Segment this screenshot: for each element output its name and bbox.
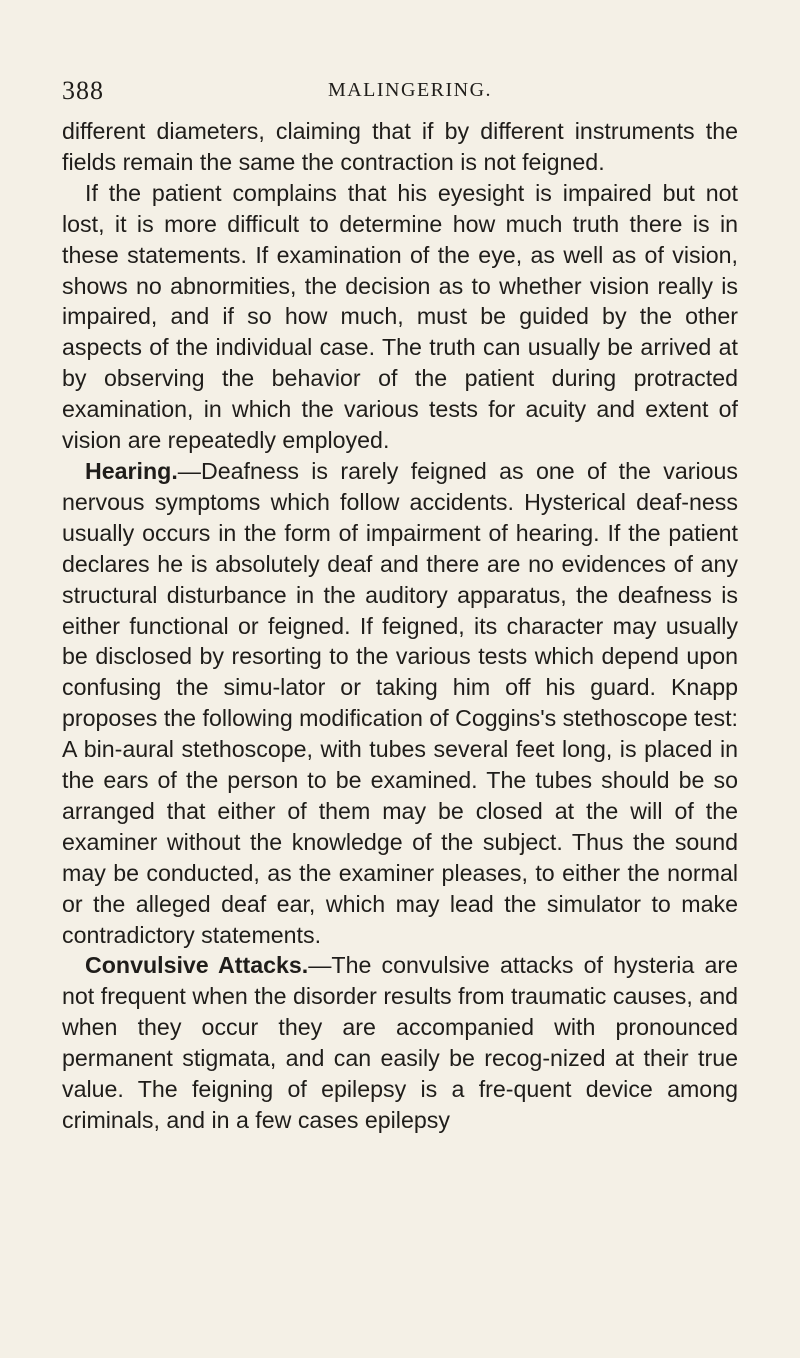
paragraph-1: [62, 116, 738, 178]
section-heading-convulsive-attacks: Convulsive Attacks.: [85, 952, 309, 979]
paragraph-1-text: different diameters, claiming that if by different instruments the fields remain the same the contraction is not feigned.: [62, 118, 738, 175]
paragraph-2: [62, 178, 738, 456]
paragraph-2-text: If the patient complains that his eyesight is impaired but not lost, it is more difficult to determine how much truth there is in these statements. If examination of the eye, as well as of vision, shows no abnormities, the decision as to whether vision really is impaired, and if so how much, must be guided by the other aspects of the individual case. The truth can usually be arrived at by observing the behavior of the patient during protracted examination, in which the various tests for acuity and extent of vision are repeatedly employed.: [62, 179, 738, 454]
running-head: [62, 76, 738, 106]
paragraph-hearing-text: —Deafness is rarely feigned as one of the various nervous symptoms which follow accidents. Hysterical deaf-ness usually occurs in the form of impairment of hearing. If the patient declares he is absolutely deaf and there are no evidences of any structural disturbance in the auditory apparatus, the deafness is either functional or feigned. If feigned, its character may usually be disclosed by resorting to the various tests which depend upon confusing the simu-lator or taking him off his guard. Knapp proposes the following modification of Coggins's stethoscope test: A bin-aural stethoscope, with tubes several feet long, is placed in the ears of the person to be examined. The tubes should be so arranged that either of them may be closed at the will of the examiner without the knowledge of the subject. Thus the sound may be conducted, as the examiner pleases, to either the normal or the alleged deaf ear, which may lead the simulator to make contradictory statements.: [62, 457, 738, 948]
running-title: MALINGERING.: [327, 79, 493, 101]
paragraph-hearing: [62, 456, 738, 951]
paragraph-convulsive-attacks-text: —The convulsive attacks of hysteria are not frequent when the disorder results from traumatic causes, and when they occur they are accompanied with pronounced permanent stigmata, and can easily be recog-nized at their true value. The feigning of epilepsy is a fre-quent device among criminals, and in a few cases epilepsy: [62, 952, 738, 1133]
section-heading-hearing: Hearing.: [85, 457, 178, 484]
paragraph-convulsive-attacks: [62, 950, 738, 1135]
body-text: [62, 116, 738, 1136]
page-number: 388: [62, 76, 104, 105]
